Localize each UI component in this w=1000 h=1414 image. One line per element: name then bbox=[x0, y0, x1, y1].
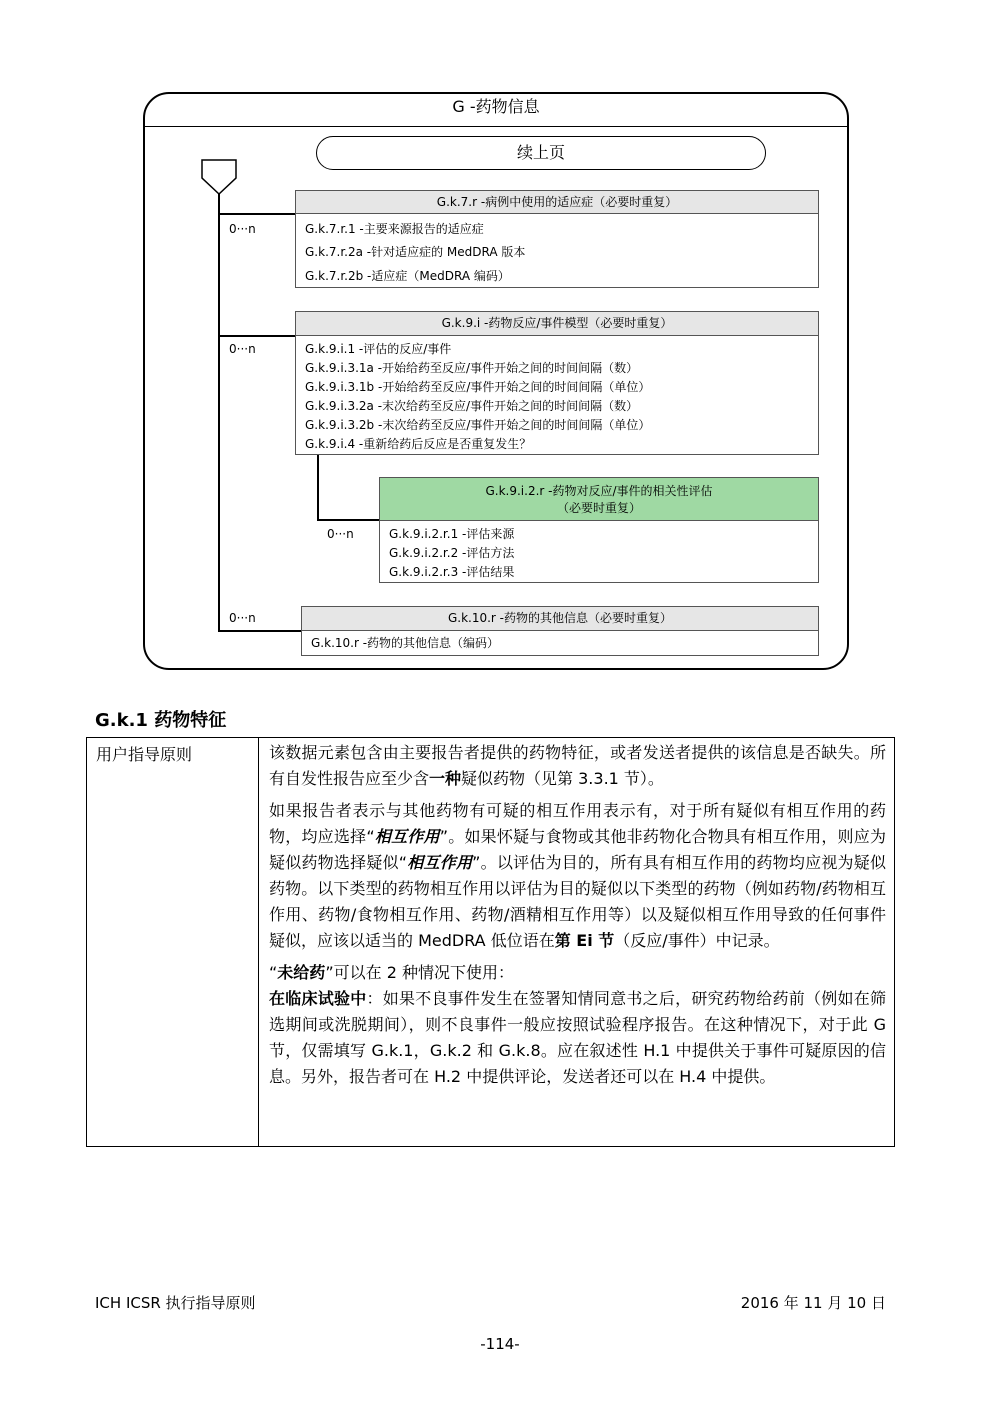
block-header-line: G.k.9.i.2.r -药物对反应/事件的相关性评估 bbox=[485, 484, 713, 498]
list-item: G.k.9.i.1 -评估的反应/事件 bbox=[305, 342, 452, 356]
choice-connector-icon bbox=[200, 158, 240, 198]
block-header: G.k.10.r -药物的其他信息（必要时重复） bbox=[301, 606, 819, 631]
section-title: G.k.1 药物特征 bbox=[95, 710, 227, 731]
text-run: ”。以评估为目的，所有具有相互作用的药物均应视为疑似药物。以下类型的药物相互作用以评估为目的疑似以下类型的药物（例如药物/药物相互作用、药物/食物相互作用、药物/酒精相互作用等）以及疑似相互作用导致的任何事件疑似，应该以适当的 MedDRA 低位语在 bbox=[269, 853, 886, 950]
branch-line-gk9i2r bbox=[317, 519, 380, 521]
text-run: ”可以在 2 种情况下使用： bbox=[325, 963, 514, 982]
list-item: G.k.9.i.3.1b -开始给药至反应/事件开始之间的时间间隔（单位） bbox=[305, 380, 651, 394]
text-run: 疑似药物（见第 3.3.1 节）。 bbox=[461, 769, 664, 788]
list-item: G.k.9.i.3.1a -开始给药至反应/事件开始之间的时间间隔（数） bbox=[305, 361, 639, 375]
footer-date: 2016 年 11 月 10 日 bbox=[740, 1294, 886, 1312]
list-item: G.k.7.r.2a -针对适应症的 MedDRA 版本 bbox=[305, 245, 526, 259]
diagram-title: G -药物信息 bbox=[452, 97, 540, 116]
paragraph bbox=[269, 960, 886, 986]
branch-line-gk10r bbox=[218, 630, 302, 632]
block-body bbox=[295, 335, 819, 455]
branch-line-gk9i bbox=[218, 335, 296, 337]
emphasis-text: 未给药 bbox=[277, 963, 326, 982]
emphasis-text: 相互作用 bbox=[407, 853, 473, 872]
list-item: G.k.9.i.2.r.1 -评估来源 bbox=[389, 527, 515, 541]
paragraph bbox=[269, 986, 886, 1090]
cardinality-label: 0···n bbox=[327, 527, 354, 541]
block-header bbox=[379, 477, 819, 521]
cardinality-label: 0···n bbox=[229, 222, 256, 236]
paragraph bbox=[269, 740, 886, 792]
list-item: G.k.7.r.2b -适应症（MedDRA 编码） bbox=[305, 269, 510, 283]
text-run: 如果报告者表示与其他药物有可疑的相互作用表示有，对于所有疑似有相互作用的药物，均应选择“ bbox=[269, 801, 886, 846]
continued-label: 续上页 bbox=[316, 136, 766, 170]
branch-line-gk7r bbox=[218, 213, 296, 215]
guideline-label: 用户指导原则 bbox=[96, 745, 193, 764]
text-run: ：如果不良事件发生在签署知情同意书之后，研究药物给药前（例如在筛选期间或洗脱期间），则不良事件一般应按照试验程序报告。在这种情况下，对于此 G 节，仅需填写 G.k.1，G.k.2 和 G.k.8。应在叙述性 H.1 中提供关于事件可疑原因的信息。另外，报告者可在 H.2 中提供评论，发送者还可以在 H.4 中提供。 bbox=[269, 989, 886, 1086]
list-item: G.k.9.i.3.2b -末次给药至反应/事件开始之间的时间间隔（单位） bbox=[305, 418, 651, 432]
emphasis-text: 第 Ei 节 bbox=[554, 931, 615, 950]
cardinality-label: 0···n bbox=[229, 611, 256, 625]
paragraph bbox=[269, 798, 886, 954]
page-number: -114- bbox=[480, 1335, 520, 1353]
list-item: G.k.9.i.4 -重新给药后反应是否重复发生？ bbox=[305, 437, 532, 451]
emphasis-text: 相互作用 bbox=[374, 827, 440, 846]
list-item: G.k.9.i.2.r.3 -评估结果 bbox=[389, 565, 515, 579]
diagram-title-divider bbox=[145, 126, 847, 127]
cardinality-label: 0···n bbox=[229, 342, 256, 356]
text-run: （反应/事件）中记录。 bbox=[614, 931, 780, 950]
sub-trunk-line bbox=[317, 455, 319, 521]
text-run: “ bbox=[269, 963, 278, 982]
block-body bbox=[301, 630, 819, 656]
block-header: G.k.7.r -病例中使用的适应症（必要时重复） bbox=[295, 190, 819, 214]
trunk-line bbox=[218, 194, 220, 631]
guideline-body bbox=[269, 740, 886, 1096]
text-run: ”。如果怀疑与食物或其他非药物化合物具有相互作用，则应为疑似药物选择疑似“ bbox=[269, 827, 886, 872]
footer-left: ICH ICSR 执行指导原则 bbox=[95, 1294, 256, 1312]
block-header: G.k.9.i -药物反应/事件模型（必要时重复） bbox=[295, 311, 819, 336]
guideline-table-divider bbox=[258, 737, 259, 1147]
list-item: G.k.9.i.3.2a -末次给药至反应/事件开始之间的时间间隔（数） bbox=[305, 399, 639, 413]
list-item: G.k.9.i.2.r.2 -评估方法 bbox=[389, 546, 515, 560]
block-body bbox=[379, 520, 819, 583]
emphasis-text: 一种 bbox=[429, 769, 462, 788]
list-item: G.k.10.r -药物的其他信息（编码） bbox=[311, 636, 500, 650]
block-header-line: （必要时重复） bbox=[556, 501, 641, 515]
list-item: G.k.7.r.1 -主要来源报告的适应症 bbox=[305, 222, 484, 236]
text-run: 该数据元素包含由主要报告者提供的药物特征，或者发送者提供的该信息是否缺失。所有自发性报告应至少含 bbox=[269, 743, 886, 788]
emphasis-text: 在临床试验中 bbox=[269, 989, 367, 1008]
block-body bbox=[295, 213, 819, 288]
